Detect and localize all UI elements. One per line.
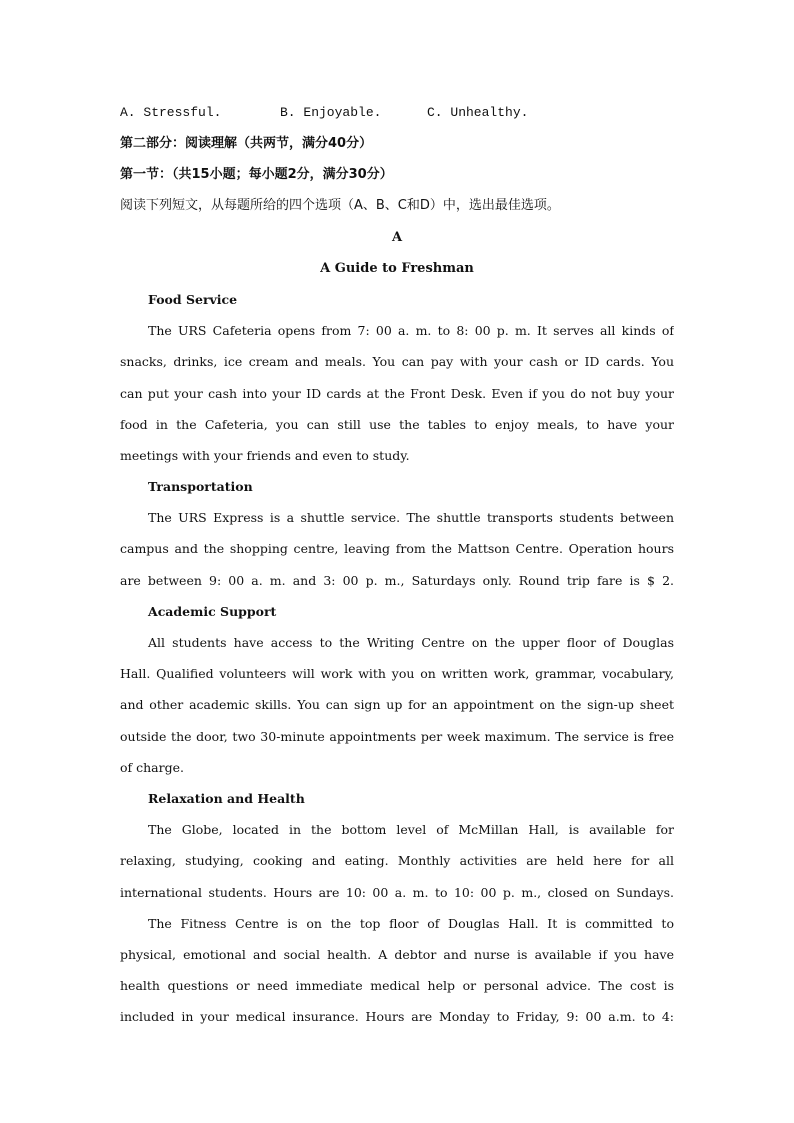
- section-heading-transportation: Transportation: [148, 479, 253, 495]
- text-line: are between 9: 00 a. m. and 3: 00 p. m., Saturdays only. Round trip fare is $ 2.: [120, 572, 674, 588]
- text-line: The URS Express is a shuttle service. The shuttle transports students between: [148, 510, 674, 526]
- section-heading-relaxation-health: Relaxation and Health: [148, 790, 305, 806]
- text-line: outside the door, two 30-minute appointments per week maximum. The service is free: [120, 728, 674, 744]
- paragraph-fitness-centre: [120, 908, 674, 1033]
- document-page: [120, 97, 674, 1032]
- section-heading-academic-support: Academic Support: [148, 603, 277, 619]
- text-line: The URS Cafeteria opens from 7: 00 a. m. to 8: 00 p. m. It serves all kinds of: [148, 323, 674, 339]
- text-line: Hall. Qualified volunteers will work with you on written work, grammar, vocabulary,: [120, 666, 674, 682]
- text-line: physical, emotional and social health. A debtor and nurse is available if you have: [120, 946, 674, 962]
- paragraph-the-globe: [120, 814, 674, 908]
- option-b: B. Enjoyable.: [280, 105, 382, 120]
- text-line: The Fitness Centre is on the top floor of Douglas Hall. It is committed to: [148, 915, 674, 931]
- passage-letter: A: [391, 229, 403, 245]
- passage-title: A Guide to Freshman: [320, 260, 474, 276]
- paragraph-food-service: [120, 315, 674, 471]
- text-line: relaxing, studying, cooking and eating. Monthly activities are held here for all: [120, 853, 674, 869]
- option-c: C. Unhealthy.: [427, 105, 529, 120]
- paragraph-academic-support: [120, 627, 674, 783]
- part-header: 第二部分：阅读理解（共两节，满分40分）: [120, 136, 373, 151]
- paragraph-transportation: [120, 502, 674, 596]
- text-line: international students. Hours are 10: 00 a. m. to 10: 00 p. m., closed on Sundays.: [120, 884, 674, 900]
- answer-options: [120, 97, 674, 128]
- text-line: and other academic skills. You can sign up for an appointment on the sign-up sheet: [120, 697, 674, 713]
- instructions: 阅读下列短文，从每题所给的四个选项（A、B、C和D）中，选出最佳选项。: [120, 198, 560, 214]
- text-line: The Globe, located in the bottom level of McMillan Hall, is available for: [148, 822, 674, 838]
- text-line: health questions or need immediate medical help or personal advice. The cost is: [120, 978, 674, 994]
- text-line: All students have access to the Writing Centre on the upper floor of Douglas: [148, 635, 674, 650]
- text-line: meetings with your friends and even to study.: [120, 447, 410, 463]
- text-line: snacks, drinks, ice cream and meals. You can pay with your cash or ID cards. You: [120, 354, 674, 370]
- text-line: of charge.: [120, 759, 184, 775]
- text-line: food in the Cafeteria, you can still use the tables to enjoy meals, to have your: [120, 416, 674, 432]
- text-line: can put your cash into your ID cards at the Front Desk. Even if you do not buy your: [120, 385, 674, 401]
- section-header: 第一节：（共15小题；每小题2分，满分30分）: [120, 167, 393, 183]
- text-line: campus and the shopping centre, leaving from the Mattson Centre. Operation hours: [120, 541, 674, 557]
- option-a: A. Stressful.: [120, 105, 222, 120]
- section-heading-food-service: Food Service: [148, 291, 238, 307]
- text-line: included in your medical insurance. Hours are Monday to Friday, 9: 00 a.m. to 4:: [120, 1009, 674, 1025]
